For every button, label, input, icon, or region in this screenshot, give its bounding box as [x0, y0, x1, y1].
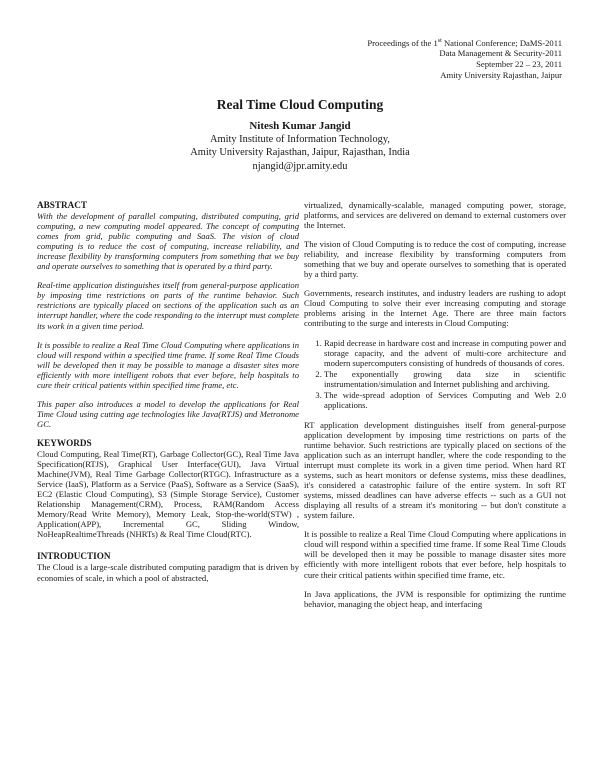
right-paragraph-1: virtualized, dynamically-scalable, managed computing power, storage, platforms, and services are delivered on demand to external customers over the Internet.: [304, 200, 566, 231]
right-paragraph-4: RT application development distinguishes itself from general-purpose application development by imposing time restrictions on parts of the runtime behavior. Such restrictions are typically placed on sections of the application such as an interrupt handler, where the code responding to the interrupt must complete its work in a given time period. When hard RT systems, such as heart monitors or defense systems, miss these deadlines, it's considered a catastrophic failure of the entire system. In soft RT systems, missed deadlines can have adverse effects -- such as a GUI not displaying all results of a stream it's monitoring -- but don't constitute a system failure.: [304, 419, 566, 521]
abstract-paragraph-3: It is possible to realize a Real Time Cloud Computing where applications in cloud will respond within a specified time frame. If some Real Time Clouds will be developed then it may be possible to manage a disaster sites more efficiently with more intelligent robots that ever before, help hospitals to cure their critical patients within specified time frame, etc.: [37, 339, 299, 390]
abstract-paragraph-4: This paper also introduces a model to develop the applications for Real Time Cloud using cutting age technologies like Java(RTJS) and Metronome GC.: [37, 398, 299, 429]
keywords-heading: KEYWORDS: [37, 437, 92, 448]
introduction-heading: INTRODUCTION: [37, 551, 111, 562]
keywords-text: Cloud Computing, Real Time(RT), Garbage Collector(GC), Real Time Java Specification(RTJS), Graphical User Interface(GUI), Java Virtual Machine(JVM), Real Time Garbage Collector(RTGC). Infrastructure as a Service (IaaS), Platform as a Service (PaaS), Software as a Service (SaaS), EC2 (Elastic Cloud Computing), S3 (Simple Storage Service), Customer Relationship Management(CRM), Process, RAM(Random Access Memory/Read Write Memory), Memory Leak, Stop-the-world(STW) , Application(APP), Incremental GC, Sliding Window, NoHeapRealtimeThreads (NHRTs) & Real Time Cloud(RTC).: [37, 448, 299, 540]
conference-header: [262, 36, 562, 80]
right-paragraph-3: Governments, research institutes, and industry leaders are rushing to adopt Cloud Computing to solve their ever increasing computing and storage problems arising in the Internet Age. There are three main factors contributing to the surge and interests in Cloud Computing:: [304, 288, 566, 329]
author-affiliation-2: Amity University Rajasthan, Jaipur, Rajasthan, India: [190, 147, 410, 159]
left-column: [37, 200, 299, 592]
conference-line-1: Proceedings of the 1st National Conference; DaMS-2011: [367, 37, 562, 48]
author-email: njangid@jpr.amity.edu: [252, 160, 348, 172]
right-paragraph-5: It is possible to realize a Real Time Cloud Computing where applications in cloud will respond within a specified time frame. If some Real Time Clouds will be developed then it may be possible to manage disaster sites more efficiently with more intelligent robots that ever before, help hospitals to cure their critical patients within specified time frame, etc.: [304, 529, 566, 580]
abstract-paragraph-1: With the development of parallel computing, distributed computing, grid computing, a new computing model appeared. The concept of computing comes from grid, public computing and SaaS. The vision of cloud computing is to reduce the cost of computing, increase reliability, and increase flexibility by transforming computers from something that we buy and operate ourselves to something that is operated by a third party.: [37, 211, 299, 272]
list-item: 1. Rapid decrease in hardware cost and increase in computing power and storage capacity, and the advent of multi-core architecture and modern supercomputers consisting of hundreds of thousands of cores.: [324, 338, 566, 368]
right-paragraph-2: The vision of Cloud Computing is to reduce the cost of computing, increase reliability, and increase flexibility by transforming computers from something that we buy and operate ourselves to something that is operated by a third party.: [304, 239, 566, 280]
author-affiliation-1: Amity Institute of Information Technology,: [210, 134, 390, 146]
author-block: [0, 120, 600, 173]
abstract-heading: ABSTRACT: [37, 200, 88, 210]
conference-line-3: September 22 – 23, 2011: [476, 59, 562, 70]
conference-line-2: Data Management & Security-2011: [439, 48, 562, 59]
abstract-paragraph-2: Real-time application distinguishes itself from general-purpose application by imposing time restrictions on parts of the runtime behavior. Such restrictions are typically placed on sections of the application such as an interrupt handler, where the code responding to the interrupt must complete its work in a given time period.: [37, 280, 299, 331]
author-name: Nitesh Kumar Jangid: [249, 120, 351, 132]
paper-title: Real Time Cloud Computing: [216, 97, 384, 112]
right-column: [304, 200, 566, 618]
introduction-paragraph-1: The Cloud is a large-scale distributed computing paradigm that is driven by economies of scale, in which a pool of abstracted,: [37, 562, 299, 583]
list-item: 3. The wide-spread adoption of Services Computing and Web 2.0 applications.: [324, 390, 566, 410]
right-paragraph-6: In Java applications, the JVM is responsible for optimizing the runtime behavior, managing the object heap, and interfacing: [304, 588, 566, 609]
factors-list: [304, 338, 566, 410]
list-item: 2. The exponentially growing data size in scientific instrumentation/simulation and Internet publishing and archiving.: [324, 369, 566, 389]
conference-line-4: Amity University Rajasthan, Jaipur: [440, 69, 562, 80]
